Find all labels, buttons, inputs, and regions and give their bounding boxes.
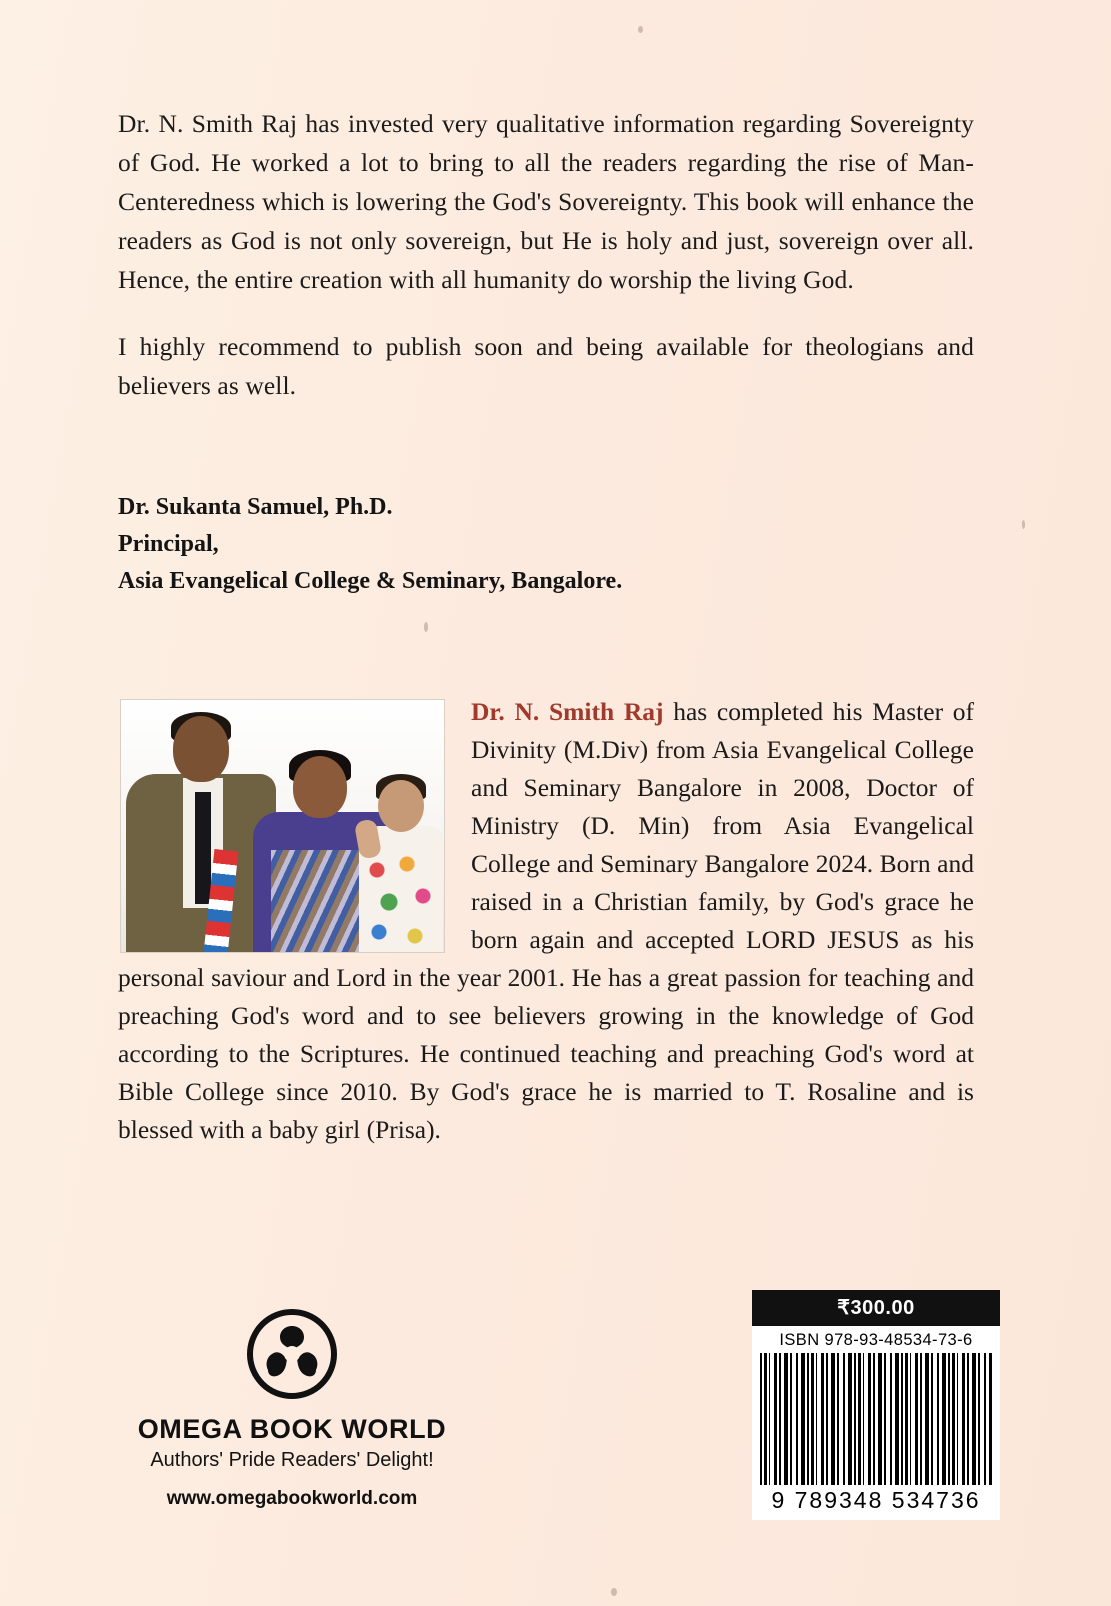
price-label: ₹300.00 [752,1290,1000,1326]
scan-speck [424,622,428,632]
signature-title: Principal, [118,531,219,557]
endorsement-paragraph-1: Dr. N. Smith Raj has invested very qualitative information regarding Sovereignty of God. He worked a lot to bring to all the readers regarding the rise of Man-Centeredness which is lowering the God's Sovereignty. This book will enhance the readers as God is not only sovereign, but He is holy and just, sovereign over all. Hence, the entire creation with all humanity do worship the living God. [118,109,974,294]
author-bio-text: has completed his Master of Divinity (M.Div) from Asia Evangelical College and Seminary Bangalore in 2008, Doctor of Ministry (D. Min) from Asia Evangelical College and Seminary Bangalore 2024. Born and raised in a Christian family, by God's grace he born again and accepted LORD JESUS as his personal saviour and Lord in the year 2001. He has a great passion for teaching and preaching God's word and to see believers growing in the knowledge of God according to the Scriptures. He continued teaching and preaching God's word at Bible College since 2010. By God's grace he is married to T. Rosaline and is blessed with a baby girl (Prisa). [118,697,974,1144]
author-family-photo [120,699,445,953]
barcode-digits: 9 789348 534736 [752,1485,1000,1520]
endorsement-paragraph-2: I highly recommend to publish soon and being available for theologians and believers as well. [118,332,974,400]
author-name: Dr. N. Smith Raj [471,697,664,726]
publisher-tagline: Authors' Pride Readers' Delight! [150,1449,434,1471]
scan-speck [611,1588,617,1596]
publisher-website[interactable]: www.omegabookworld.com [166,1488,418,1509]
author-bio-block [118,693,974,1149]
signature-name: Dr. Sukanta Samuel, Ph.D. [118,494,393,520]
endorsement-signature [118,489,974,600]
publisher-block [122,1308,462,1510]
publisher-name: OMEGA BOOK WORLD [137,1414,447,1444]
isbn-label: ISBN 978-93-48534-73-6 [752,1326,1000,1353]
endorsement-block [118,104,974,405]
omega-book-world-logo [246,1308,338,1400]
scan-speck [638,26,643,33]
barcode-bars [760,1353,992,1485]
barcode-block [752,1290,1000,1520]
signature-institution: Asia Evangelical College & Seminary, Bangalore. [118,568,623,594]
scan-speck [1022,520,1025,529]
